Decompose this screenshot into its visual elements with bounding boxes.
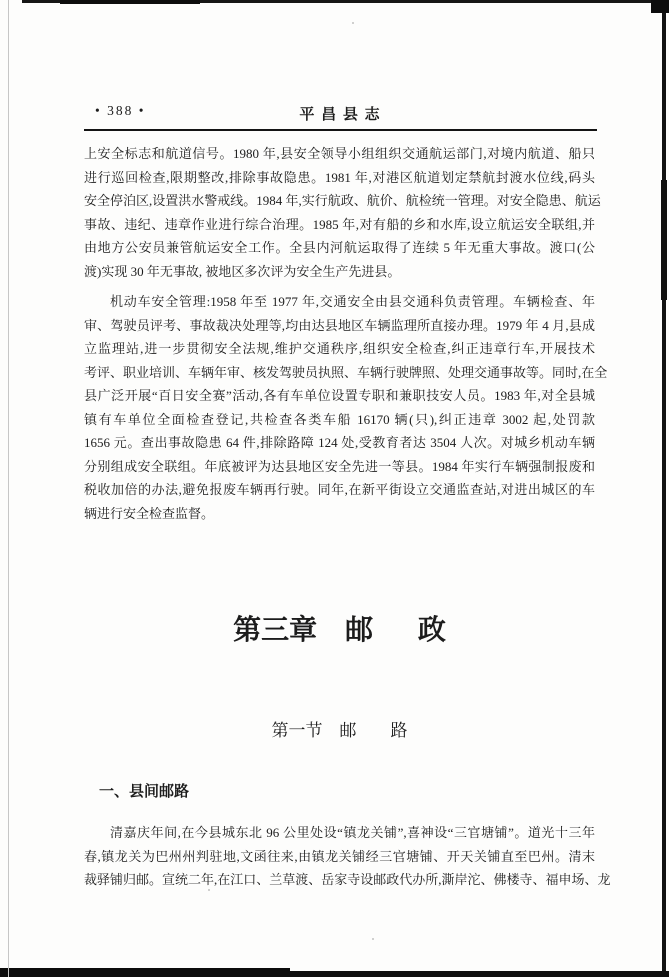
section-label: 第一节 (271, 721, 323, 740)
section-heading (84, 716, 595, 746)
paragraph-county-postal-routes (84, 821, 611, 892)
text-line: 审、驾驶员评考、事故裁决处理等,均由达县地区车辆监理所直接办理。1979 年 4 月,县成 (84, 317, 595, 333)
text-line: 考评、职业培训、车辆年审、核发驾驶员执照、车辆行驶牌照、处理交通事故等。同时,在全 (84, 364, 608, 380)
text-line: 由地方公安员兼管航运安全工作。全县内河航运取得了连续 5 年无重大事故。渡口(公 (84, 240, 595, 255)
text-line: 立监理站,进一步贯彻安全法规,维护交通秩序,组织安全检查,纠正违章行车,开展技术 (84, 341, 595, 356)
text-line: 进行巡回检查,限期整改,排除事故隐患。1981 年,对港区航道划定禁航封渡水位线,码头 (84, 169, 595, 185)
running-header (84, 103, 595, 123)
scan-edge-right (662, 0, 666, 977)
text-line: 春,镇龙关为巴州州判驻地,文函往来,由镇龙关铺经三官塘铺、开天关铺直至巴州。清末 (84, 848, 595, 864)
scan-speckle (372, 938, 374, 940)
paragraph-waterway-safety (84, 142, 601, 283)
text-line: 机动车安全管理:1958 年至 1977 年,交通安全由县交通科负责管理。车辆检查、年 (110, 294, 595, 309)
text-line: 安全停泊区,设置洪水警戒线。1984 年,实行航政、航价、航检统一管理。对安全隐患、航运 (84, 193, 601, 208)
text-line: 裁驿铺归邮。宣统二年,在江口、兰草渡、岳家寺设邮政代办所,澌岸沱、佛楼寺、福申场、龙 (84, 872, 611, 887)
scan-edge-right-bulge (661, 180, 667, 300)
scan-edge-right-corner (651, 0, 669, 13)
scan-edge-top-blob (60, 0, 200, 4)
subsection-heading: 一、县间邮路 (99, 783, 190, 800)
text-line: 上安全标志和航道信号。1980 年,县安全领导小组组织交通航运部门,对境内航道、船只 (84, 146, 595, 161)
text-line: 税收加倍的办法,避免报废车辆再行驶。同年,在新平街设立交通监查站,对进出城区的车 (84, 482, 595, 497)
text-line: 镇有车单位全面检查登记,共检查各类车船 16170 辆(只),纠正违章 3002 起,处罚款 (84, 411, 595, 427)
book-title: 平昌县志 (299, 107, 387, 123)
scan-speckle (352, 22, 354, 24)
chapter-label: 第三章 (233, 615, 318, 646)
section-title: 邮路 (339, 721, 442, 740)
scan-edge-bottom-thick (0, 968, 290, 977)
text-line: 1656 元。查出事故隐患 64 件,排除路障 124 处,受教育者达 3504 人次。对城乡机动车辆 (84, 435, 595, 450)
text-line: 清嘉庆年间,在今县城东北 96 公里处设“镇龙关铺”,喜神设“三官塘铺”。道光十三年 (110, 825, 595, 840)
paragraph-motor-vehicle-safety (84, 290, 608, 525)
chapter-heading (84, 610, 595, 652)
text-line: 分别组成安全联组。年底被评为达县地区安全先进一等县。1984 年实行车辆强制报废和 (84, 458, 595, 474)
header-rule (84, 129, 597, 131)
text-line: 县广泛开展“百日安全赛”活动,各有车单位设置专职和兼职技安人员。1983 年,对全县城 (84, 388, 595, 403)
text-line: 辆进行安全检查监督。 (84, 505, 215, 521)
page-number: • 388 • (95, 103, 146, 118)
text-line: 事故、违纪、违章作业进行综合治理。1985 年,对有船的乡和水库,设立航运安全联组,并 (84, 216, 595, 232)
chapter-title: 邮政 (345, 615, 491, 646)
scan-edge-left (8, 0, 9, 977)
text-line: 渡)实现 30 年无事故, 被地区多次评为安全生产先进县。 (84, 263, 401, 279)
